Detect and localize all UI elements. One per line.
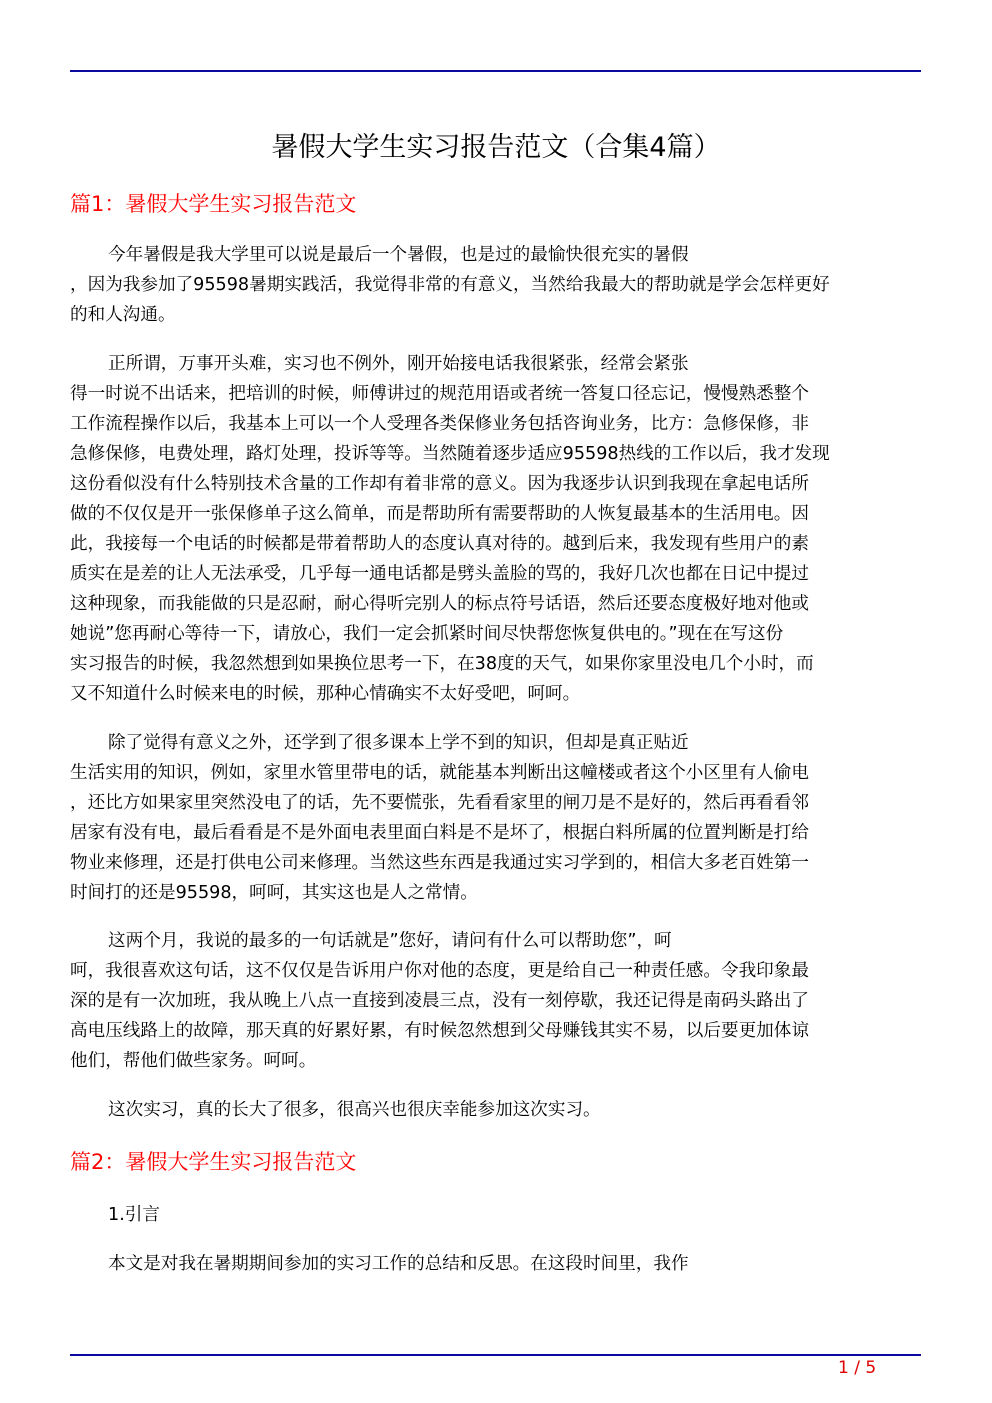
section-2-heading: 篇2：暑假大学生实习报告范文: [70, 1150, 357, 1174]
paragraph-line: 此，我接每一个电话的时候都是带着帮助人的态度认真对待的。越到后来，我发现有些用户的素: [70, 534, 809, 554]
paragraph-line: 这次实习，真的长大了很多，很高兴也很庆幸能参加这次实习。: [108, 1100, 601, 1120]
paragraph-line: 这两个月，我说的最多的一句话就是”您好，请问有什么可以帮助您”，呵: [108, 931, 672, 951]
paragraph-line: 生活实用的知识，例如，家里水管里带电的话，就能基本判断出这幢楼或者这个小区里有人偷电: [70, 763, 809, 783]
paragraph-line: 她说”您再耐心等待一下，请放心，我们一定会抓紧时间尽快帮您恢复供电的。”现在在写这份: [70, 624, 784, 644]
paragraph-line: 的和人沟通。: [70, 305, 176, 325]
paragraph-line: 今年暑假是我大学里可以说是最后一个暑假，也是过的最愉快很充实的暑假: [108, 245, 689, 265]
paragraph-line: ，因为我参加了95598暑期实践活，我觉得非常的有意义，当然给我最大的帮助就是学会怎样更好: [70, 275, 830, 295]
paragraph-line: 又不知道什么时候来电的时候，那种心情确实不太好受吧，呵呵。: [70, 684, 581, 704]
paragraph-line: 深的是有一次加班，我从晚上八点一直接到凌晨三点，没有一刻停歇，我还记得是南码头路出了: [70, 991, 809, 1011]
paragraph-line: 时间打的还是95598，呵呵，其实这也是人之常情。: [70, 883, 478, 903]
paragraph-line: 这种现象，而我能做的只是忍耐，耐心得听完别人的标点符号话语，然后还要态度极好地对他或: [70, 594, 809, 614]
paragraph-line: 本文是对我在暑期期间参加的实习工作的总结和反思。在这段时间里，我作: [108, 1254, 689, 1274]
paragraph-line: 物业来修理，还是打供电公司来修理。当然这些东西是我通过实习学到的，相信大多老百姓第一: [70, 853, 809, 873]
paragraph-line: 正所谓，万事开头难，实习也不例外，刚开始接电话我很紧张，经常会紧张: [108, 354, 689, 374]
paragraph-line: ，还比方如果家里突然没电了的话，先不要慌张，先看看家里的闸刀是不是好的，然后再看看邻: [70, 793, 809, 813]
header-rule: [70, 70, 921, 72]
paragraph-line: 这份看似没有什么特别技术含量的工作却有着非常的意义。因为我逐步认识到我现在拿起电话所: [70, 474, 809, 494]
paragraph-line: 工作流程操作以后，我基本上可以一个人受理各类保修业务包括咨询业务，比方：急修保修，非: [70, 414, 809, 434]
paragraph-line: 做的不仅仅是开一张保修单子这么简单，而是帮助所有需要帮助的人恢复最基本的生活用电。因: [70, 504, 809, 524]
paragraph-line: 除了觉得有意义之外，还学到了很多课本上学不到的知识，但却是真正贴近: [108, 733, 689, 753]
paragraph-line: 居家有没有电，最后看看是不是外面电表里面白料是不是坏了，根据白料所属的位置判断是打给: [70, 823, 809, 843]
paragraph-line: 高电压线路上的故障，那天真的好累好累，有时候忽然想到父母赚钱其实不易，以后要更加体谅: [70, 1021, 809, 1041]
paragraph-line: 质实在是差的让人无法承受，几乎每一通电话都是劈头盖脸的骂的，我好几次也都在日记中提过: [70, 564, 809, 584]
page-number: 1 / 5: [838, 1358, 877, 1378]
section-1-heading: 篇1：暑假大学生实习报告范文: [70, 192, 357, 216]
paragraph-line: 急修保修，电费处理，路灯处理，投诉等等。当然随着逐步适应95598热线的工作以后，我才发现: [70, 444, 830, 464]
subsection-heading: 1.引言: [108, 1205, 160, 1225]
footer-rule: [70, 1354, 921, 1356]
document-title: 暑假大学生实习报告范文（合集4篇）: [271, 132, 721, 163]
paragraph-line: 呵，我很喜欢这句话，这不仅仅是告诉用户你对他的态度，更是给自己一种责任感。令我印象最: [70, 961, 809, 981]
paragraph-line: 他们，帮他们做些家务。呵呵。: [70, 1051, 317, 1071]
paragraph-line: 得一时说不出话来，把培训的时候，师傅讲过的规范用语或者统一答复口径忘记，慢慢熟悉整个: [70, 384, 809, 404]
paragraph-line: 实习报告的时候，我忽然想到如果换位思考一下，在38度的天气，如果你家里没电几个小时，而: [70, 654, 814, 674]
